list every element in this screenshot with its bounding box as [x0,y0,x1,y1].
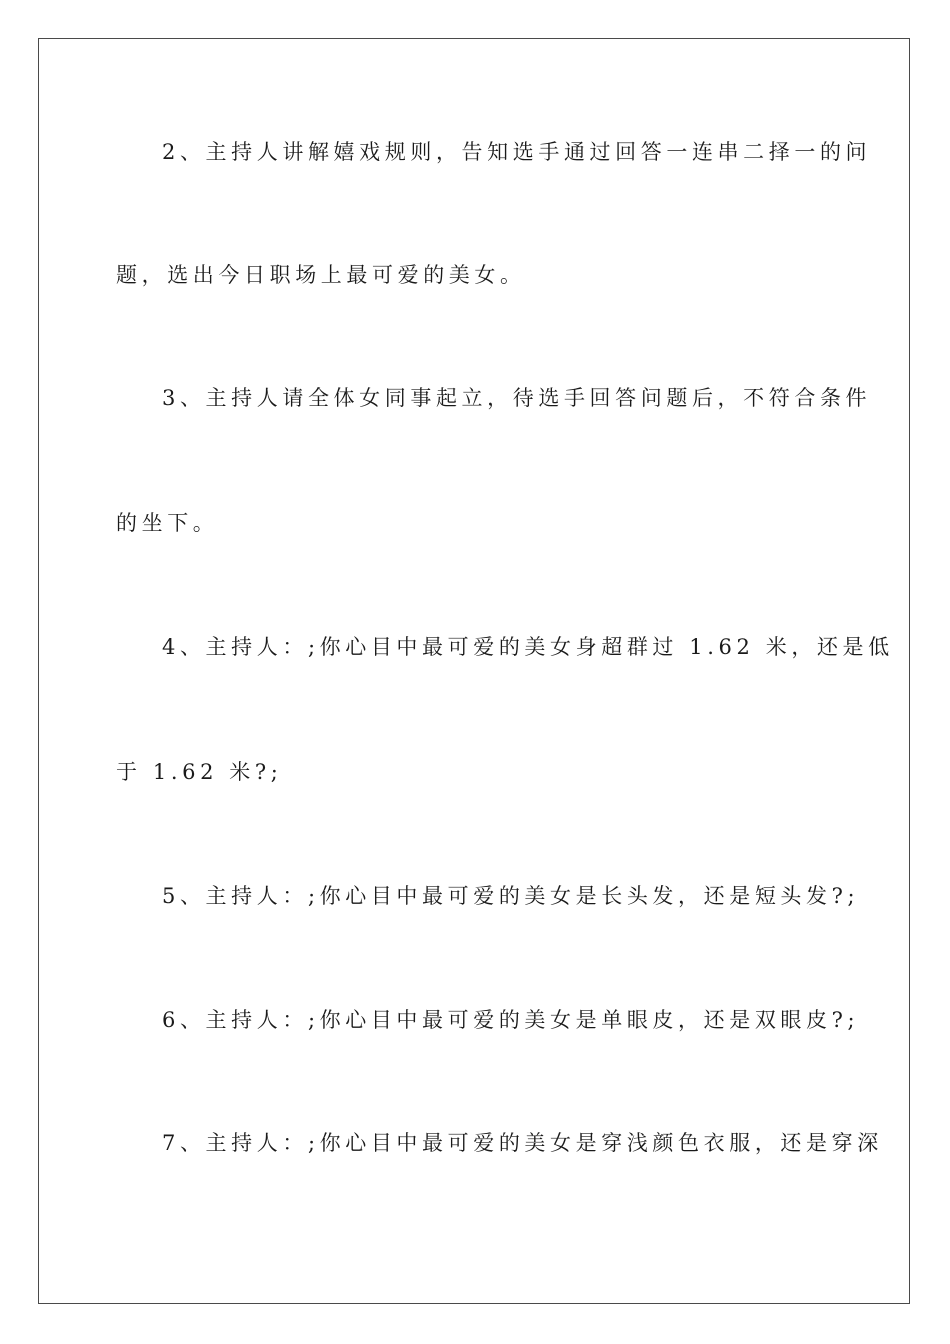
paragraph-6-line-1: 6、主持人：;你心目中最可爱的美女是单眼皮，还是双眼皮?; [162,1008,860,1032]
paragraph-5-line-1: 5、主持人：;你心目中最可爱的美女是长头发，还是短头发?; [162,884,860,908]
paragraph-3-line-2: 的坐下。 [116,511,219,535]
paragraph-2-line-1: 2、主持人讲解嬉戏规则，告知选手通过回答一连串二择一的问 [162,140,872,164]
paragraph-3-line-1: 3、主持人请全体女同事起立，待选手回答问题后，不符合条件 [162,386,872,410]
paragraph-4-line-1: 4、主持人：;你心目中最可爱的美女身超群过 1.62 米，还是低 [162,635,894,659]
page-border [38,38,910,1304]
paragraph-4-line-2: 于 1.62 米?; [116,760,283,784]
paragraph-2-line-2: 题，选出今日职场上最可爱的美女。 [116,263,526,287]
paragraph-7-line-1: 7、主持人：;你心目中最可爱的美女是穿浅颜色衣服，还是穿深 [162,1131,883,1155]
